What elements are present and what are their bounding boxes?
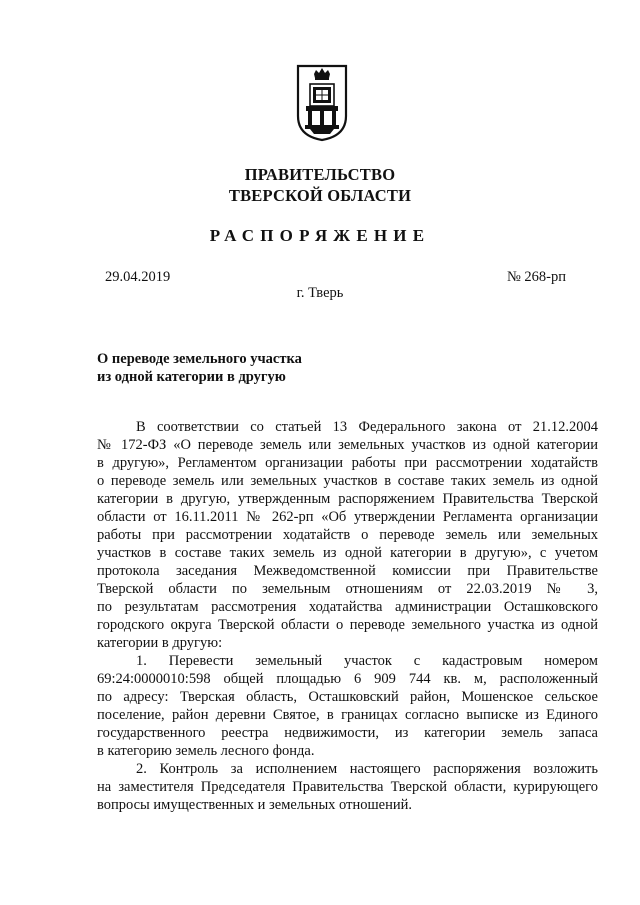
document-body xyxy=(97,418,598,814)
body-line: 2. Контроль за исполнением настоящего распоряжения возложить xyxy=(136,761,598,777)
tver-coat-of-arms-icon xyxy=(296,64,348,142)
document-subject xyxy=(97,350,302,386)
body-line: поселение, район деревни Святое, в границах согласно выписке из Единого xyxy=(97,707,598,723)
body-line: городского округа Тверской области о переводе земельного участка из одной xyxy=(97,617,598,633)
document-city: г. Тверь xyxy=(296,285,344,301)
body-line: государственного реестра недвижимости, из категории земель запаса xyxy=(97,725,598,741)
body-line: категории в другую: xyxy=(97,635,223,651)
body-line: работы при рассмотрении ходатайств о переводе земель или земельных xyxy=(97,527,598,543)
body-line: в другую», Регламентом организации работы при рассмотрении ходатайств xyxy=(97,455,598,471)
body-line: протокола заседания Межведомственной комиссии при Правительстве xyxy=(97,563,598,579)
body-line: Тверской области по земельным отношениям от 22.03.2019 № 3, xyxy=(97,581,598,597)
body-line: В соответствии со статьей 13 Федерального закона от 21.12.2004 xyxy=(136,419,598,435)
body-line: 69:24:0000010:598 общей площадью 6 909 744 кв. м, расположенный xyxy=(97,671,598,687)
item-1-paragraph xyxy=(97,652,598,760)
body-line: в категорию земель лесного фонда. xyxy=(97,743,315,759)
body-line: категории в другую, утвержденным распоряжением Правительства Тверской xyxy=(97,491,598,507)
body-line: на заместителя Председателя Правительства Тверской области, курирующего xyxy=(97,779,598,795)
government-name-line1: ПРАВИТЕЛЬСТВО xyxy=(244,165,396,184)
subject-line: О переводе земельного участка xyxy=(97,351,302,367)
body-line: вопросы имущественных и земельных отношений. xyxy=(97,797,412,813)
body-line: области от 16.11.2011 № 262-рп «Об утверждении Регламента организации xyxy=(97,509,598,525)
intro-paragraph xyxy=(97,418,598,652)
body-line: № 172-ФЗ «О переводе земель или земельных участков из одной категории xyxy=(97,437,598,453)
subject-line: из одной категории в другую xyxy=(97,369,286,385)
document-number: № 268-рп xyxy=(506,269,566,285)
body-line: по адресу: Тверская область, Осташковский район, Мошенское сельское xyxy=(97,689,598,705)
body-line: по результатам рассмотрения ходатайства администрации Осташковского xyxy=(97,599,598,615)
document-date: 29.04.2019 xyxy=(105,269,171,285)
body-line: участков в составе таких земель из одной категории в другую», с учетом xyxy=(97,545,598,561)
body-line: о переводе земель или земельных участков в составе таких земель из одной xyxy=(97,473,598,489)
document-type-title: РАСПОРЯЖЕНИЕ xyxy=(209,226,431,245)
item-2-paragraph xyxy=(97,760,598,814)
government-name-line2: ТВЕРСКОЙ ОБЛАСТИ xyxy=(228,186,412,205)
body-line: 1. Перевести земельный участок с кадастровым номером xyxy=(136,653,598,669)
